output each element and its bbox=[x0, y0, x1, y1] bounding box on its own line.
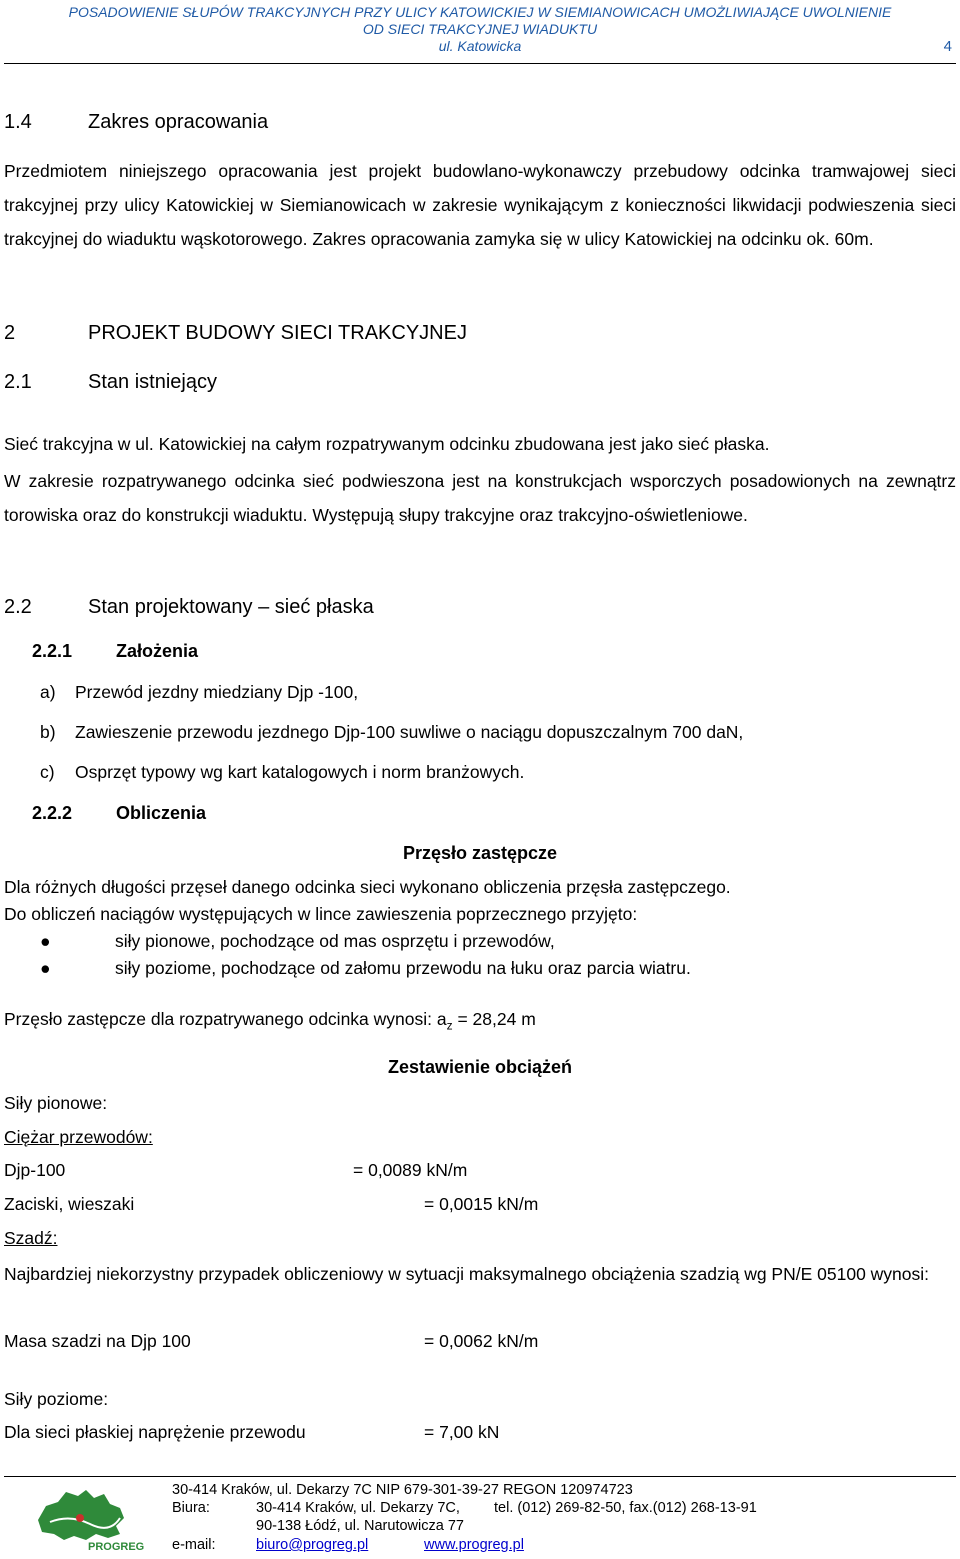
vertical-forces-label: Siły pionowe: bbox=[4, 1093, 108, 1113]
header-title-line2: OD SIECI TRAKCYJNEJ WIADUKTU bbox=[362, 21, 598, 37]
calc-line-1: Dla różnych długości przęseł danego odcinka sieci wykonano obliczenia przęsła zastępczego. bbox=[4, 877, 731, 897]
section-2-2-2-heading bbox=[32, 803, 206, 824]
footer-office-lodz: 90-138 Łódź, ul. Narutowicza 77 bbox=[256, 1518, 464, 1534]
horizontal-row-value: = 7,00 kN bbox=[424, 1422, 500, 1442]
list-item: a) Przewód jezdny miedziany Djp -100, bbox=[40, 682, 359, 702]
section-number: 2 bbox=[4, 322, 16, 344]
header-divider bbox=[4, 63, 956, 64]
section-2-1-heading bbox=[4, 371, 217, 394]
page-header bbox=[0, 4, 960, 55]
load-row-label: Djp-100 bbox=[4, 1160, 66, 1180]
section-title: PROJEKT BUDOWY SIECI TRAKCYJNEJ bbox=[88, 322, 467, 344]
bullet-icon: ● bbox=[40, 958, 51, 978]
section-number: 2.1 bbox=[4, 371, 32, 393]
frost-row-value: = 0,0062 kN/m bbox=[424, 1331, 539, 1351]
section-title: Założenia bbox=[116, 641, 199, 661]
header-title-line1: POSADOWIENIE SŁUPÓW TRAKCYJNYCH PRZY ULICY KATOWICKIEJ W SIEMIANOWICACH UMOŻLIWIAJĄCE UWOLNIENIE bbox=[68, 4, 892, 20]
header-subtitle: ul. Katowicka bbox=[438, 38, 522, 54]
section-2-1-text: W zakresie rozpatrywanego odcinka sieć podwieszona jest na konstrukcjach wsporczych posadowionych na zewnątrz torowiska oraz do konstrukcji wiaduktu. Występują słupy trakcyjne oraz trakcyjno-oświetleniowe. bbox=[4, 471, 956, 525]
list-item: c) Osprzęt typowy wg kart katalogowych i norm branżowych. bbox=[40, 762, 525, 782]
section-title: Stan projektowany – sieć płaska bbox=[88, 596, 374, 618]
weight-label: Ciężar przewodów: bbox=[4, 1127, 153, 1147]
frost-label: Szadź: bbox=[4, 1228, 58, 1248]
section-number: 1.4 bbox=[4, 111, 32, 133]
section-2-heading bbox=[4, 322, 467, 345]
section-1-4-text: Przedmiotem niniejszego opracowania jest projekt budowlano-wykonawczy przebudowy odcinka tramwajowej sieci trakcyjnej przy ulicy Katowickiej w Siemianowicach w zakresie wynikającym z konieczności likwidacji podwieszenia sieci trakcyjnej do wiaduktu wąskotorowego. Zakres opracowania zamyka się w ulicy Katowickiej na odcinku ok. 60m. bbox=[4, 161, 956, 249]
section-1-4-heading bbox=[4, 111, 268, 134]
load-row-value: = 0,0015 kN/m bbox=[424, 1194, 539, 1214]
section-2-1-line: Sieć trakcyjna w ul. Katowickiej na całym rozpatrywanym odcinku zbudowana jest jako sieć płaska. bbox=[4, 434, 770, 454]
bullet-item: ● siły pionowe, pochodzące od mas osprzętu i przewodów, bbox=[40, 931, 555, 951]
footer-divider bbox=[4, 1476, 956, 1477]
section-2-2-heading bbox=[4, 596, 374, 619]
footer-phone: tel. (012) 269-82-50, fax.(012) 268-13-91 bbox=[494, 1500, 757, 1516]
section-title: Obliczenia bbox=[116, 803, 207, 823]
calc-line-2: Do obliczeń naciągów występujących w lince zawieszenia poprzecznego przyjęto: bbox=[4, 904, 638, 924]
load-row-value: = 0,0089 kN/m bbox=[353, 1160, 468, 1180]
section-2-2-1-heading bbox=[32, 641, 198, 662]
przeslo-value-line: Przęsło zastępcze dla rozpatrywanego odcinka wynosi: $a_z = 28,24$ m bbox=[4, 1009, 536, 1033]
section-number: 2.2.1 bbox=[32, 641, 73, 661]
load-row-label: Zaciski, wieszaki bbox=[4, 1194, 135, 1214]
map-logo-icon bbox=[20, 1484, 150, 1554]
frost-row-label: Masa szadzi na Djp 100 bbox=[4, 1331, 191, 1351]
przeslo-title: Przęsło zastępcze bbox=[402, 843, 558, 863]
footer-office-krakow: 30-414 Kraków, ul. Dekarzy 7C, bbox=[256, 1500, 460, 1516]
horizontal-row-label: Dla sieci płaskiej naprężenie przewodu bbox=[4, 1422, 306, 1442]
progreg-logo bbox=[20, 1484, 150, 1554]
bullet-icon: ● bbox=[40, 931, 51, 951]
page-number: 4 bbox=[943, 38, 952, 55]
section-number: 2.2 bbox=[4, 596, 32, 618]
section-title: Stan istniejący bbox=[88, 371, 217, 393]
footer-email-link[interactable]: biuro@progreg.pl bbox=[256, 1537, 369, 1553]
section-number: 2.2.2 bbox=[32, 803, 73, 823]
bullet-item: ● siły poziome, pochodzące od załomu przewodu na łuku oraz parcia wiatru. bbox=[40, 958, 691, 978]
loads-title: Zestawienie obciążeń bbox=[387, 1057, 573, 1077]
frost-text: Najbardziej niekorzystny przypadek obliczeniowy w sytuacji maksymalnego obciążenia szadzią wg PN/E 05100 wynosi: bbox=[4, 1264, 930, 1284]
svg-text:PROGREG: PROGREG bbox=[88, 1541, 145, 1553]
footer-email-label: e-mail: bbox=[172, 1537, 216, 1553]
section-title: Zakres opracowania bbox=[88, 111, 269, 133]
horizontal-forces-label: Siły poziome: bbox=[4, 1389, 109, 1409]
footer-offices-label: Biura: bbox=[172, 1500, 210, 1516]
footer-address: 30-414 Kraków, ul. Dekarzy 7C NIP 679-301-39-27 REGON 120974723 bbox=[172, 1482, 633, 1498]
footer-website-link[interactable]: www.progreg.pl bbox=[424, 1537, 524, 1553]
list-item: b) Zawieszenie przewodu jezdnego Djp-100 suwliwe o naciągu dopuszczalnym 700 daN, bbox=[40, 722, 744, 742]
